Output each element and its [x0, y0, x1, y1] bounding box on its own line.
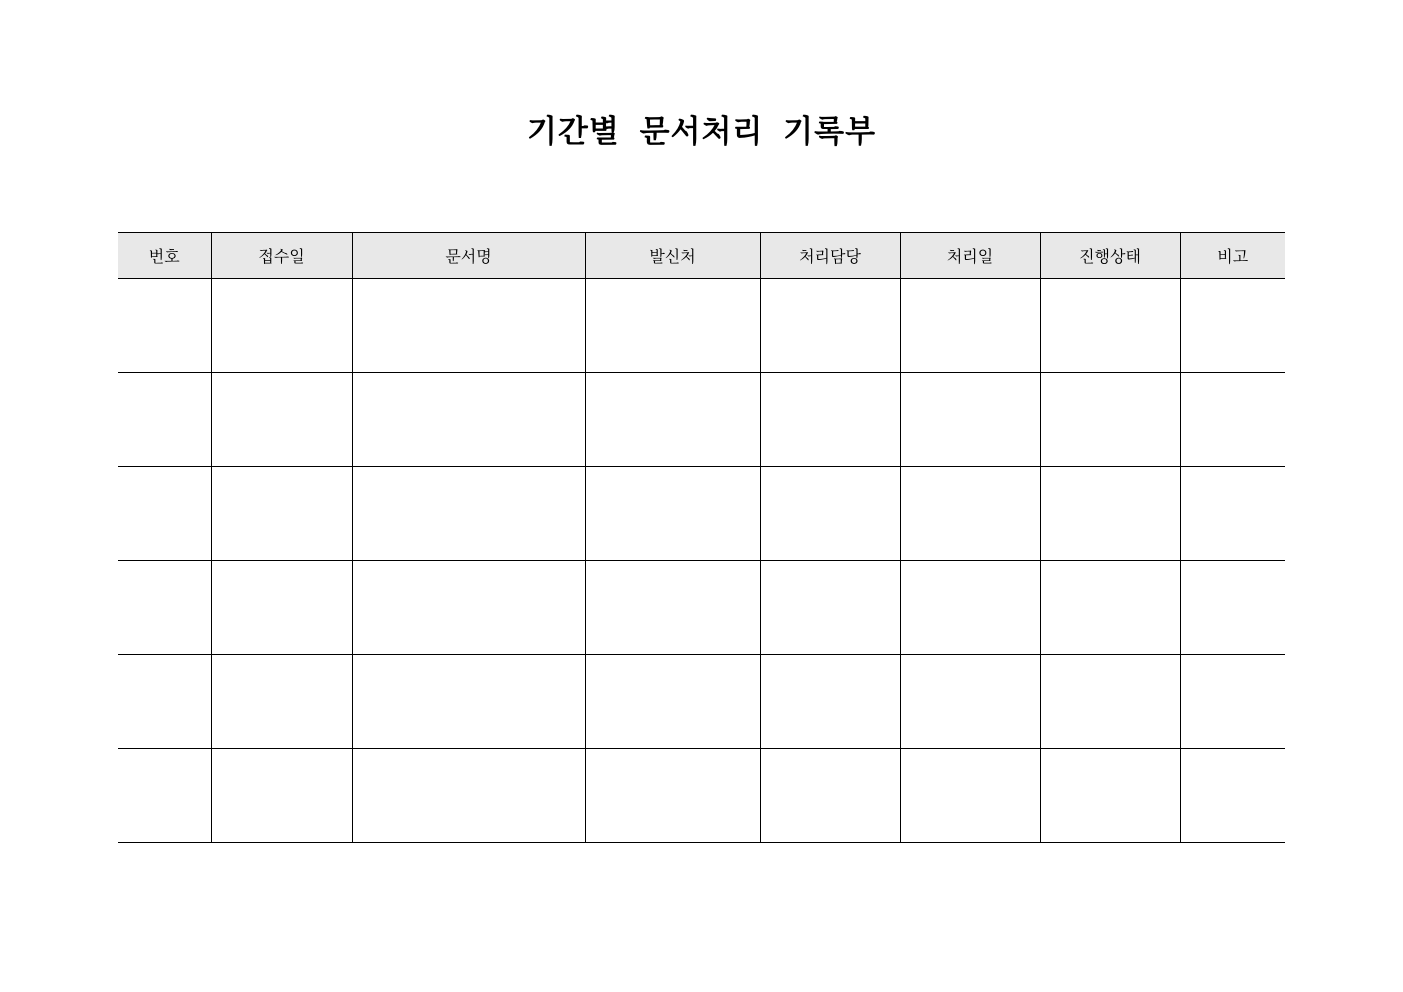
cell-processed-date[interactable] [900, 467, 1040, 561]
cell-received-date[interactable] [211, 749, 352, 843]
cell-handler[interactable] [760, 655, 900, 749]
header-handler: 처리담당 [760, 233, 900, 279]
cell-number[interactable] [118, 655, 211, 749]
header-remarks: 비고 [1180, 233, 1285, 279]
cell-received-date[interactable] [211, 467, 352, 561]
cell-number[interactable] [118, 749, 211, 843]
cell-number[interactable] [118, 373, 211, 467]
header-row [118, 233, 1285, 279]
cell-document-name[interactable] [352, 373, 585, 467]
cell-processed-date[interactable] [900, 279, 1040, 373]
header-received-date: 접수일 [211, 233, 352, 279]
cell-status[interactable] [1040, 279, 1180, 373]
cell-number[interactable] [118, 279, 211, 373]
cell-sender[interactable] [585, 467, 760, 561]
cell-remarks[interactable] [1180, 561, 1285, 655]
cell-sender[interactable] [585, 561, 760, 655]
cell-processed-date[interactable] [900, 561, 1040, 655]
header-number: 번호 [118, 233, 211, 279]
cell-remarks[interactable] [1180, 467, 1285, 561]
table-row [118, 279, 1285, 373]
cell-document-name[interactable] [352, 467, 585, 561]
header-sender: 발신처 [585, 233, 760, 279]
cell-remarks[interactable] [1180, 373, 1285, 467]
cell-sender[interactable] [585, 279, 760, 373]
cell-received-date[interactable] [211, 655, 352, 749]
cell-processed-date[interactable] [900, 373, 1040, 467]
table-row [118, 373, 1285, 467]
cell-handler[interactable] [760, 279, 900, 373]
cell-received-date[interactable] [211, 373, 352, 467]
document-title: 기간별 문서처리 기록부 [526, 114, 877, 150]
cell-status[interactable] [1040, 749, 1180, 843]
cell-handler[interactable] [760, 561, 900, 655]
cell-processed-date[interactable] [900, 749, 1040, 843]
cell-handler[interactable] [760, 467, 900, 561]
header-processed-date: 처리일 [900, 233, 1040, 279]
table-row [118, 655, 1285, 749]
cell-document-name[interactable] [352, 655, 585, 749]
cell-remarks[interactable] [1180, 655, 1285, 749]
cell-remarks[interactable] [1180, 279, 1285, 373]
table-row [118, 749, 1285, 843]
header-document-name: 문서명 [352, 233, 585, 279]
header-status: 진행상태 [1040, 233, 1180, 279]
cell-handler[interactable] [760, 373, 900, 467]
document-log-table [118, 232, 1285, 843]
cell-processed-date[interactable] [900, 655, 1040, 749]
cell-sender[interactable] [585, 655, 760, 749]
cell-status[interactable] [1040, 561, 1180, 655]
cell-status[interactable] [1040, 373, 1180, 467]
cell-received-date[interactable] [211, 279, 352, 373]
cell-handler[interactable] [760, 749, 900, 843]
cell-document-name[interactable] [352, 561, 585, 655]
cell-received-date[interactable] [211, 561, 352, 655]
table-row [118, 467, 1285, 561]
cell-sender[interactable] [585, 373, 760, 467]
cell-document-name[interactable] [352, 749, 585, 843]
cell-sender[interactable] [585, 749, 760, 843]
cell-remarks[interactable] [1180, 749, 1285, 843]
cell-document-name[interactable] [352, 279, 585, 373]
cell-status[interactable] [1040, 467, 1180, 561]
cell-number[interactable] [118, 561, 211, 655]
cell-number[interactable] [118, 467, 211, 561]
table-row [118, 561, 1285, 655]
cell-status[interactable] [1040, 655, 1180, 749]
